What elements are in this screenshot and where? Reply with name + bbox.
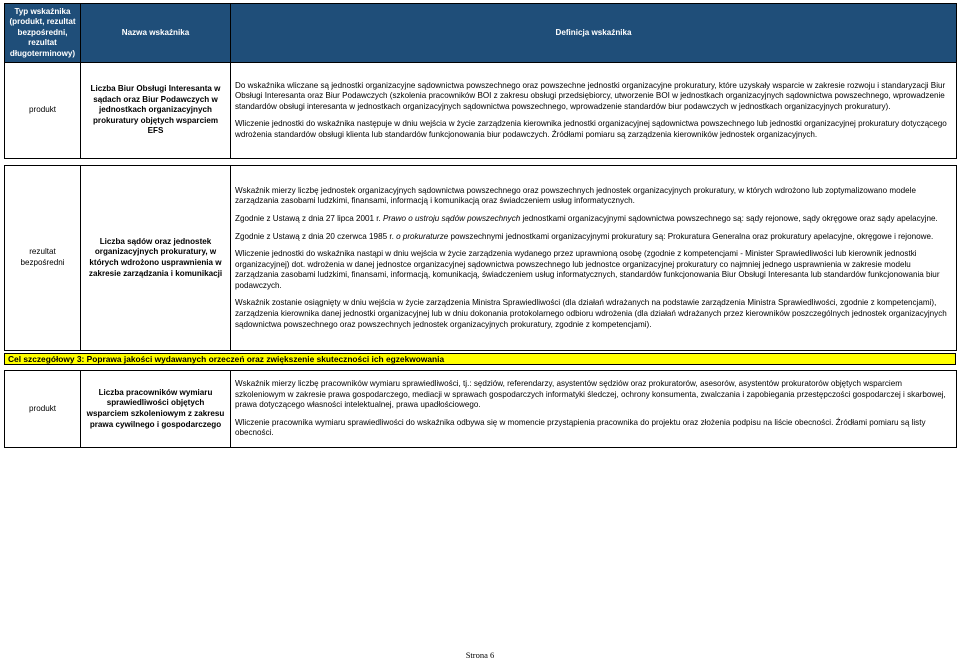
definition-paragraph: Wskaźnik mierzy liczbę jednostek organizacyjnych sądownictwa powszechnego oraz powszechnych jednostek organizacyjnych prokuratury, w których wdrożono lub zoptymalizowano modele zarządzania zasobami ludzkimi, finansami, informacją i komunikacją oraz świadczeniem usług informatycznych.	[235, 185, 916, 206]
row-definition	[231, 63, 957, 159]
table-row	[5, 166, 957, 351]
text-span: jednostkami organizacyjnymi sądownictwa powszechnego są: sądy rejonowe, sądy okręgowe oraz sądy apelacyjne.	[522, 213, 938, 223]
definition-paragraph: Do wskaźnika wliczane są jednostki organizacyjne sądownictwa powszechnego oraz powszechne jednostki organizacyjne prokuratury, które uzyskały wsparcie w zakresie rozwoju i standaryzacji Biur Obsługi Interesanta oraz Biur Podawczych (szkolenia pracowników BOI z zakresu obsługi przedsiębiorcy, utworzenie BOI w jednostkach organizacyjnych sądownictwa powszechnego, wprowadzenie standardów obsługi interesanta w jednostkach organizacyjnych sądownictwa powszechnego, wprowadzenie standardów biur podawczych w jednostkach organizacyjnych prokuratury).	[235, 80, 946, 111]
row-definition	[231, 166, 957, 351]
definition-paragraph: Wskaźnik zostanie osiągnięty w dniu wejścia w życie zarządzenia Ministra Sprawiedliwości (dla działań wdrażanych na podstawie zarządzenia Ministra Sprawiedliwości, zgodnie z kompetencjami), zarządzenia kierownika danej jednostki organizacyjnej lub w dniu dokonania protokolarnego odbioru wdrożenia (dla działań wdrażanych przez kierowników poszczególnych jednostek organizacyjnych sądownictwa powszechnego oraz powszechnych jednostek organizacyjnych prokuratury, zgodnie z kompetencjami).	[235, 298, 947, 329]
row-name: Liczba sądów oraz jednostek organizacyjnych prokuratury, w których wdrożono usprawnienia w zakresie zarządzania i komunikacji	[81, 166, 231, 351]
indicator-table-middle	[4, 165, 957, 351]
table-row	[5, 371, 957, 448]
indicator-table-top	[4, 3, 957, 159]
definition-paragraph: Wskaźnik mierzy liczbę pracowników wymiaru sprawiedliwości, tj.: sędziów, referendarzy, asystentów sędziów oraz prokuratorów, asesorów, asystentów prokuratorów objętych wsparciem szkoleniowym w zakresie prawa gospodarczego, mediacji w sprawach gospodarczych informatyki śledczej, ochrony konsumenta, zwalczania i zapobiegania przestępczości gospodarczej i skarbowej, prawa dotyczącego własności intelektualnej, prawa upadłościowego.	[235, 379, 946, 410]
row-type: rezultat bezpośredni	[5, 166, 81, 351]
definition-paragraph	[235, 214, 952, 225]
text-span: Zgodnie z Ustawą z dnia 27 lipca 2001 r.	[235, 213, 381, 223]
row-name: Liczba pracowników wymiaru sprawiedliwości objętych wsparciem szkoleniowym z zakresu prawa cywilnego i gospodarczego	[81, 371, 231, 448]
header-name: Nazwa wskaźnika	[81, 4, 231, 63]
definition-paragraph: Wliczenie jednostki do wskaźnika nastąpi w dniu wejścia w życie zarządzenia wydanego przez uprawnioną osobę (zgodnie z kompetencjami - Minister Sprawiedliwości lub kierownik jednostki organizacyjnej) dot. wdrożenia w danej jednostce organizacyjnej sądownictwa powszechnego lub jednostce organizacyjnej prokuratury co najmniej jednego usprawnienia w zakresie modelu zarządzania zasobami ludzkimi, finansami, informacją, komunikacją, świadczeniem usług informatycznych, standardów funkcjonowania Biur Obsługi Interesanta lub standardów funkcjonowania biur podawczych.	[235, 249, 940, 290]
law-title: Prawo o ustroju sądów powszechnych	[383, 213, 521, 223]
definition-paragraph	[235, 232, 952, 243]
row-name: Liczba Biur Obsługi Interesanta w sądach oraz Biur Podawczych w jednostkach organizacyjnych prokuratury objętych wsparciem EFS	[81, 63, 231, 159]
definition-paragraph: Wliczenie pracownika wymiaru sprawiedliwości do wskaźnika odbywa się w momencie przystąpienia pracownika do projektu oraz złożenia podpisu na liście obecności. Źródłami pomiaru są listy obecności.	[235, 417, 926, 438]
header-type: Typ wskaźnika (produkt, rezultat bezpośredni, rezultat długoterminowy)	[5, 4, 81, 63]
specific-goal-bar: Cel szczegółowy 3: Poprawa jakości wydawanych orzeczeń oraz zwiększenie skuteczności ich egzekwowania	[4, 353, 956, 365]
law-title: o prokuraturze	[396, 231, 449, 241]
row-definition	[231, 371, 957, 448]
header-definition: Definicja wskaźnika	[231, 4, 957, 63]
text-span: Zgodnie z Ustawą z dnia 20 czerwca 1985 r.	[235, 231, 394, 241]
definition-paragraph: Wliczenie jednostki do wskaźnika następuje w dniu wejścia w życie zarządzenia kierownika jednostki organizacyjnej sądownictwa powszechnego lub jednostki organizacyjnej prokuratury dotyczącego wdrożenia standardów obsługi klienta lub standardów funkcjonowania biur podawczych. Źródłami pomiaru są zarządzenia kierowników jednostek organizacyjnych.	[235, 119, 947, 139]
row-type: produkt	[5, 63, 81, 159]
page-number: Strona 6	[465, 650, 495, 660]
table-row	[5, 63, 957, 159]
text-span: powszechnymi jednostkami organizacyjnymi prokuratury są: Prokuratura Generalna oraz prokuratury apelacyjne, okręgowe i rejonowe.	[450, 231, 934, 241]
indicator-table-bottom	[4, 370, 957, 448]
table-header-row	[5, 4, 957, 63]
row-type: produkt	[5, 371, 81, 448]
